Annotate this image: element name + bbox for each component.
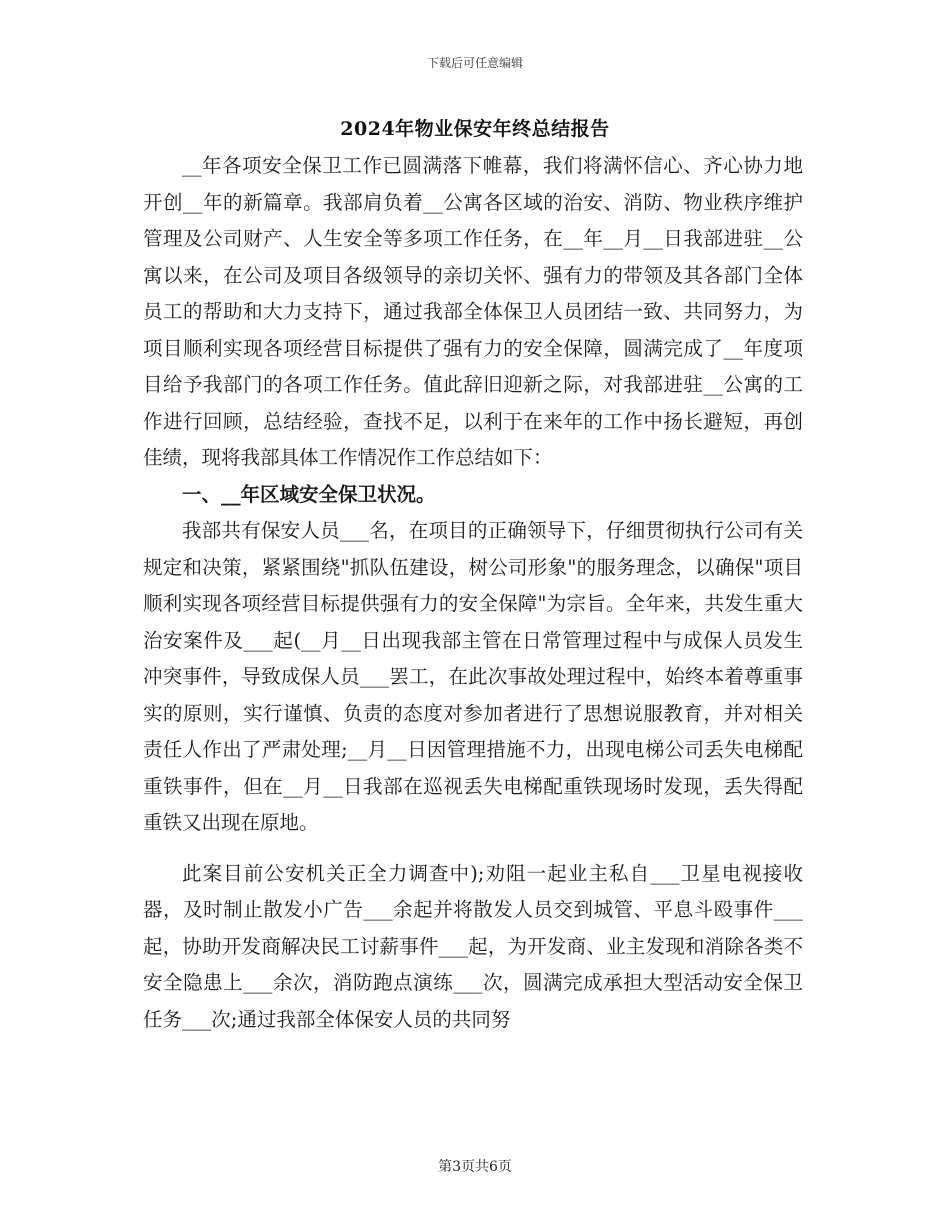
document-title: 2024年物业保安年终总结报告 [340,118,610,140]
continuation-paragraph: 此案目前公安机关正全力调查中);劝阻一起业主私自___卫星电视接收器，及时制止散发小广告___余起并将散发人员交到城管、平息斗殴事件___起，协助开发商解决民工讨薪事件___起，为开发商、业主发现和消除各类不安全隐患上___余次，消防跑点演练___次，圆满完成承担大型活动安全保卫任务___次;通过我部全体保安人员的共同努 [143,861,803,1031]
section-paragraph: 我部共有保安人员___名，在项目的正确领导下，仔细贯彻执行公司有关规定和决策，紧紧围绕"抓队伍建设，树公司形象"的服务理念，以确保"项目顺利实现各项经营目标提供强有力的安全保障"为宗旨。全年来，共发生重大治安案件及___起(__月__日出现我部主管在日常管理过程中与成保人员发生冲突事件，导致成保人员___罢工，在此次事故处理过程中，始终本着尊重事实的原则，实行谨慎、负责的态度对参加者进行了思想说服教育，并对相关责任人作出了严肃处理;__月__日因管理措施不力，出现电梯公司丢失电梯配重铁事件，但在__月__日我部在巡视丢失电梯配重铁现场时发现，丢失得配重铁又出现在原地。 [143,519,803,834]
document-body [143,148,803,1038]
page-footer: 第3页共6页 [438,1159,512,1175]
header-note: 下载后可任意编辑 [426,56,523,70]
intro-paragraph: __年各项安全保卫工作已圆满落下帷幕，我们将满怀信心、齐心协力地开创__年的新篇章。我部肩负着__公寓各区域的治安、消防、物业秩序维护管理及公司财产、人生安全等多项工作任务，在__年__月__日我部进驻__公寓以来，在公司及项目各级领导的亲切关怀、强有力的带领及其各部门全体员工的帮助和大力支持下，通过我部全体保卫人员团结一致、共同努力，为项目顺利实现各项经营目标提供了强有力的安全保障，圆满完成了__年度项目给予我部门的各项工作任务。值此辞旧迎新之际，对我部进驻__公寓的工作进行回顾，总结经验，查找不足，以利于在来年的工作中扬长避短，再创佳绩，现将我部具体工作情况作工作总结如下： [143,154,803,469]
section-heading: 一、__年区域安全保卫状况。 [182,482,436,506]
